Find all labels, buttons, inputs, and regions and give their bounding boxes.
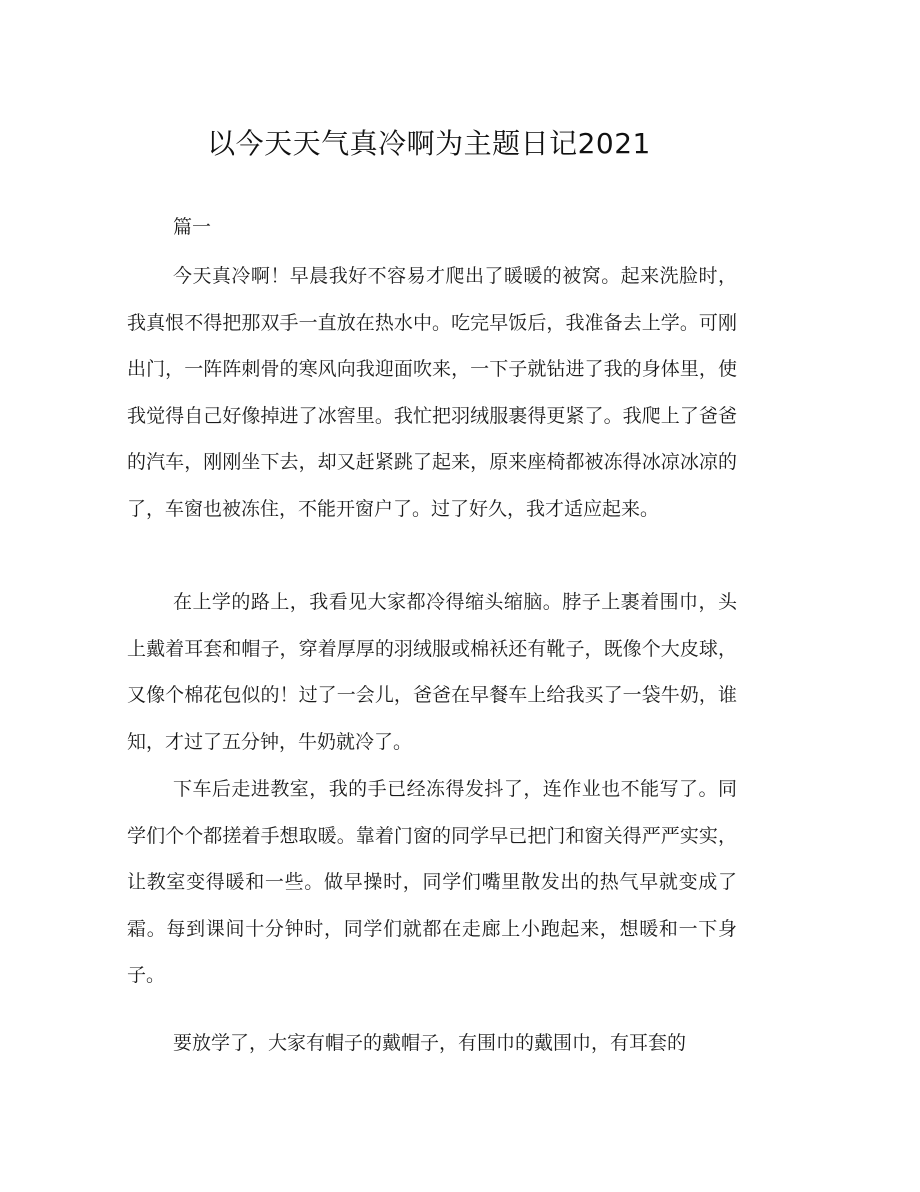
document-title: 以今天天气真冷啊为主题日记2021 bbox=[207, 127, 651, 160]
section-label: 篇一 bbox=[173, 216, 212, 238]
paragraph-4: 要放学了，大家有帽子的戴帽子，有围巾的戴围巾，有耳套的 bbox=[173, 1032, 687, 1054]
paragraph-2: 在上学的路上，我看见大家都冷得缩头缩脑。脖子上裹着围巾，头上戴着耳套和帽子，穿着厚厚的羽绒服或棉袄还有靴子，既像个大皮球，又像个棉花包似的！过了一会儿，爸爸在早餐车上给我买了一袋牛奶，谁知，才过了五分钟，牛奶就冷了。 bbox=[127, 591, 737, 753]
paragraph-3: 下车后走进教室，我的手已经冻得发抖了，连作业也不能写了。同学们个个都搓着手想取暖。靠着门窗的同学早已把门和窗关得严严实实，让教室变得暖和一些。做早操时，同学们嘴里散发出的热气早就变成了霜。每到课间十分钟时，同学们就都在走廊上小跑起来，想暖和一下身子。 bbox=[127, 778, 737, 986]
paragraph-1: 今天真冷啊！早晨我好不容易才爬出了暖暖的被窝。起来洗脸时，我真恨不得把那双手一直放在热水中。吃完早饭后，我准备去上学。可刚出门，一阵阵刺骨的寒风向我迎面吹来，一下子就钻进了我的身体里，使我觉得自己好像掉进了冰窖里。我忙把羽绒服裹得更紧了。我爬上了爸爸的汽车，刚刚坐下去，却又赶紧跳了起来，原来座椅都被冻得冰凉冰凉的了，车窗也被冻住，不能开窗户了。过了好久，我才适应起来。 bbox=[127, 265, 737, 520]
